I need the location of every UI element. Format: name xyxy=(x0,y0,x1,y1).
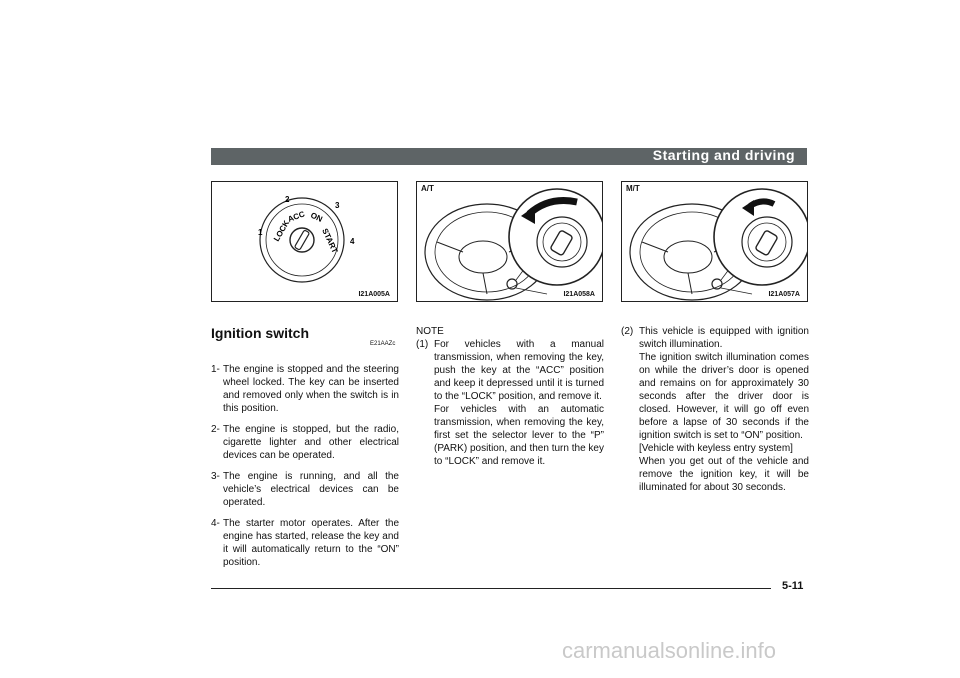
note-number: (2) xyxy=(621,326,634,337)
page-number: 5-11 xyxy=(782,580,804,592)
position-list xyxy=(211,363,399,577)
note-paragraph: For vehicles with a manual transmission, when removing the key, push the key at the “ACC” position and keep it depressed until it is turned to the “LOCK” position, and remove it. xyxy=(434,339,604,402)
item-number: 3- xyxy=(211,471,220,482)
position-number-3: 3 xyxy=(335,201,340,210)
item-text: The starter motor operates. After the engine has started, release the key and it will automatically return to the “ON” position. xyxy=(223,518,399,568)
item-text: The engine is stopped and the steering wheel locked. The key can be inserted and removed only when the switch is in this position. xyxy=(223,364,399,414)
note-number: (1) xyxy=(416,339,429,350)
list-item xyxy=(211,470,399,509)
header-title: Starting and driving xyxy=(652,147,795,163)
figure-at xyxy=(416,181,603,302)
item-number: 1- xyxy=(211,364,220,375)
note-paragraph: This vehicle is equipped with ignition switch illumination. xyxy=(639,326,809,350)
figure-code: I21A058A xyxy=(563,291,595,298)
note-column xyxy=(416,325,604,468)
item-number: 2- xyxy=(211,424,220,435)
section-title: Ignition switch xyxy=(211,325,309,341)
figure-label: A/T xyxy=(421,184,434,193)
footer-rule xyxy=(211,588,771,589)
figure-label: M/T xyxy=(626,184,640,193)
ignition-switch-diagram xyxy=(212,182,397,301)
note-column-2 xyxy=(621,325,809,494)
note-paragraph: For vehicles with an automatic transmission, when removing the key, first set the selector lever to the “P” (PARK) position, and then turn the key to “LOCK” and remove it. xyxy=(434,404,604,467)
header-bar xyxy=(211,148,807,165)
watermark: carmanualsonline.info xyxy=(562,638,777,663)
section-code: E21AAZc xyxy=(370,341,396,347)
list-item xyxy=(211,517,399,569)
figure-ignition-switch xyxy=(211,181,398,302)
figure-mt xyxy=(621,181,808,302)
list-item xyxy=(211,423,399,462)
position-number-4: 4 xyxy=(350,237,355,246)
figure-code: I21A005A xyxy=(358,291,390,298)
mt-steering-diagram xyxy=(622,182,807,301)
note-paragraph: [Vehicle with keyless entry system] xyxy=(639,443,793,454)
position-number-2: 2 xyxy=(285,195,290,204)
note-item xyxy=(416,338,604,468)
position-start: START xyxy=(320,227,340,255)
figure-code: I21A057A xyxy=(768,291,800,298)
note-heading: NOTE xyxy=(416,326,444,337)
position-acc: ACC xyxy=(286,209,306,224)
at-steering-diagram xyxy=(417,182,602,301)
position-lock: LOCK xyxy=(271,218,292,243)
item-number: 4- xyxy=(211,518,220,529)
note-paragraph: When you get out of the vehicle and remove the ignition key, it will be illuminated for about 30 seconds. xyxy=(639,456,809,493)
position-on: ON xyxy=(309,210,324,224)
note-item xyxy=(621,325,809,494)
item-text: The engine is stopped, but the radio, cigarette lighter and other electrical devices can be operated. xyxy=(223,424,399,461)
item-text: The engine is running, and all the vehicle’s electrical devices can be operated. xyxy=(223,471,399,508)
position-number-1: 1 xyxy=(258,228,263,237)
list-item xyxy=(211,363,399,415)
note-paragraph: The ignition switch illumination comes on while the driver’s door is opened and remains on for approximately 30 seconds after the driver door is closed. However, it will go off even before a lapse of 30 seconds if the ignition switch is set to “ON” position. xyxy=(639,352,809,441)
